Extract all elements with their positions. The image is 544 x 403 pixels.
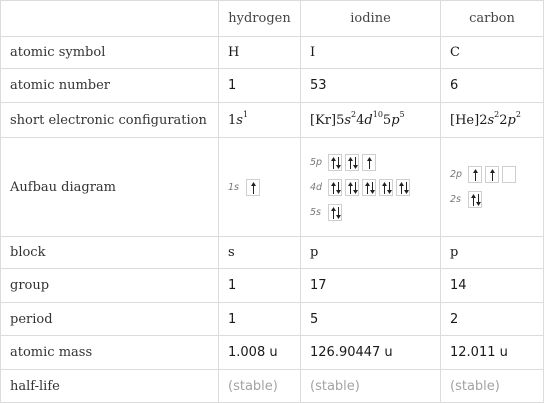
orbital-label: 1s [228, 181, 239, 193]
config-shell-number: 2 [499, 112, 508, 128]
orbital-box [328, 179, 342, 196]
orbital-label: 5p [310, 156, 323, 168]
cell-hydrogen-configuration [219, 103, 301, 138]
orbital-row-5p [310, 154, 440, 171]
spin-down-arrow-icon [387, 182, 392, 194]
config-subshell-letter: d [364, 112, 373, 128]
config-shell-number: 4 [356, 112, 365, 128]
column-header-hydrogen: hydrogen [219, 1, 301, 37]
orbital-box [396, 179, 410, 196]
aufbau-diagram-iodine [310, 150, 440, 225]
spin-down-arrow-icon [404, 182, 409, 194]
orbital-row-2p [450, 166, 543, 183]
orbital-row-1s [228, 179, 300, 196]
row-label-half-life: half-life [1, 370, 219, 403]
cell-carbon-period: 2 [441, 303, 544, 336]
row-label-period: period [1, 303, 219, 336]
header-empty-cell [1, 1, 219, 37]
cell-iodine-atomic-number: 53 [301, 69, 441, 103]
row-label-group: group [1, 269, 219, 303]
orbital-row-5s [310, 204, 440, 221]
orbital-box [328, 204, 342, 221]
spin-up-arrow-icon [490, 169, 495, 181]
config-shell-number: 1 [228, 112, 237, 128]
orbital-label: 2p [450, 169, 463, 180]
orbital-box [468, 166, 482, 183]
table-row-group [1, 269, 544, 303]
orbital-box [468, 191, 482, 208]
cell-iodine-block: p [301, 237, 441, 269]
config-subshell-letter: s [344, 112, 352, 128]
row-label-electronic-configuration: short electronic configuration [1, 103, 219, 138]
orbital-box [379, 179, 393, 196]
row-label-atomic-symbol: atomic symbol [1, 37, 219, 69]
column-header-iodine: iodine [301, 1, 441, 37]
cell-hydrogen-aufbau [219, 138, 301, 237]
table-row-aufbau-diagram [1, 138, 544, 237]
spin-down-arrow-icon [336, 182, 341, 194]
cell-carbon-half-life: (stable) [441, 370, 544, 403]
cell-hydrogen-atomic-mass: 1.008 u [219, 336, 301, 370]
cell-hydrogen-group: 1 [219, 269, 301, 303]
cell-iodine-half-life: (stable) [301, 370, 441, 403]
orbital-label: 5s [310, 206, 321, 218]
header-row [1, 1, 544, 37]
config-electron-count: 2 [515, 110, 521, 120]
spin-up-arrow-icon [251, 182, 256, 194]
spin-down-arrow-icon [336, 157, 341, 169]
cell-carbon-aufbau [441, 138, 544, 237]
row-label-block: block [1, 237, 219, 269]
table-row-block [1, 237, 544, 269]
table-row-atomic-mass [1, 336, 544, 370]
cell-hydrogen-period: 1 [219, 303, 301, 336]
config-electron-count: 10 [372, 110, 383, 120]
orbital-label: 4d [310, 181, 323, 193]
orbital-row-2s [450, 191, 543, 208]
config-shell-number: 2 [479, 112, 488, 128]
spin-down-arrow-icon [476, 194, 481, 206]
table-row-period [1, 303, 544, 336]
orbital-box [328, 154, 342, 171]
row-label-atomic-number: atomic number [1, 69, 219, 103]
config-subshell-letter: p [391, 112, 400, 128]
orbital-label: 2s [450, 194, 461, 205]
orbital-box [485, 166, 499, 183]
config-shell-number: 5 [382, 112, 392, 128]
spin-up-arrow-icon [473, 169, 478, 181]
config-shell-number: 5 [336, 112, 345, 128]
cell-carbon-group: 14 [441, 269, 544, 303]
table-row-atomic-symbol [1, 37, 544, 69]
orbital-row-4d [310, 179, 440, 196]
orbital-box [362, 179, 376, 196]
spin-down-arrow-icon [353, 182, 358, 194]
cell-iodine-period: 5 [301, 303, 441, 336]
orbital-box [345, 154, 359, 171]
config-core: [He] [450, 112, 480, 128]
spin-down-arrow-icon [353, 157, 358, 169]
aufbau-diagram-carbon [450, 162, 543, 212]
cell-iodine-atomic-mass: 126.90447 u [301, 336, 441, 370]
row-label-aufbau-diagram: Aufbau diagram [1, 138, 219, 237]
cell-carbon-atomic-mass: 12.011 u [441, 336, 544, 370]
cell-hydrogen-atomic-symbol: H [219, 37, 301, 69]
cell-hydrogen-half-life: (stable) [219, 370, 301, 403]
cell-hydrogen-block: s [219, 237, 301, 269]
orbital-box [362, 154, 376, 171]
column-header-carbon: carbon [441, 1, 544, 37]
orbital-box [246, 179, 260, 196]
spin-down-arrow-icon [336, 207, 341, 219]
cell-iodine-group: 17 [301, 269, 441, 303]
config-core: [Kr] [310, 112, 337, 128]
table-row-half-life [1, 370, 544, 403]
config-electron-count: 1 [242, 110, 249, 120]
cell-carbon-atomic-symbol: C [441, 37, 544, 69]
cell-carbon-atomic-number: 6 [441, 69, 544, 103]
row-label-atomic-mass: atomic mass [1, 336, 219, 370]
config-subshell-letter: s [236, 112, 243, 128]
table-row-electronic-configuration [1, 103, 544, 138]
aufbau-diagram-hydrogen [228, 175, 300, 200]
table-row-atomic-number [1, 69, 544, 103]
orbital-box [345, 179, 359, 196]
cell-carbon-block: p [441, 237, 544, 269]
config-electron-count: 2 [494, 110, 500, 120]
cell-hydrogen-atomic-number: 1 [219, 69, 301, 103]
config-electron-count: 2 [351, 110, 357, 120]
config-subshell-letter: s [487, 112, 495, 128]
spin-up-arrow-icon [367, 157, 372, 169]
config-subshell-letter: p [507, 112, 516, 128]
cell-iodine-configuration [301, 103, 441, 138]
orbital-box [502, 166, 516, 183]
cell-iodine-atomic-symbol: I [301, 37, 441, 69]
cell-iodine-aufbau [301, 138, 441, 237]
cell-carbon-configuration [441, 103, 544, 138]
spin-down-arrow-icon [370, 182, 375, 194]
config-electron-count: 5 [399, 110, 405, 120]
